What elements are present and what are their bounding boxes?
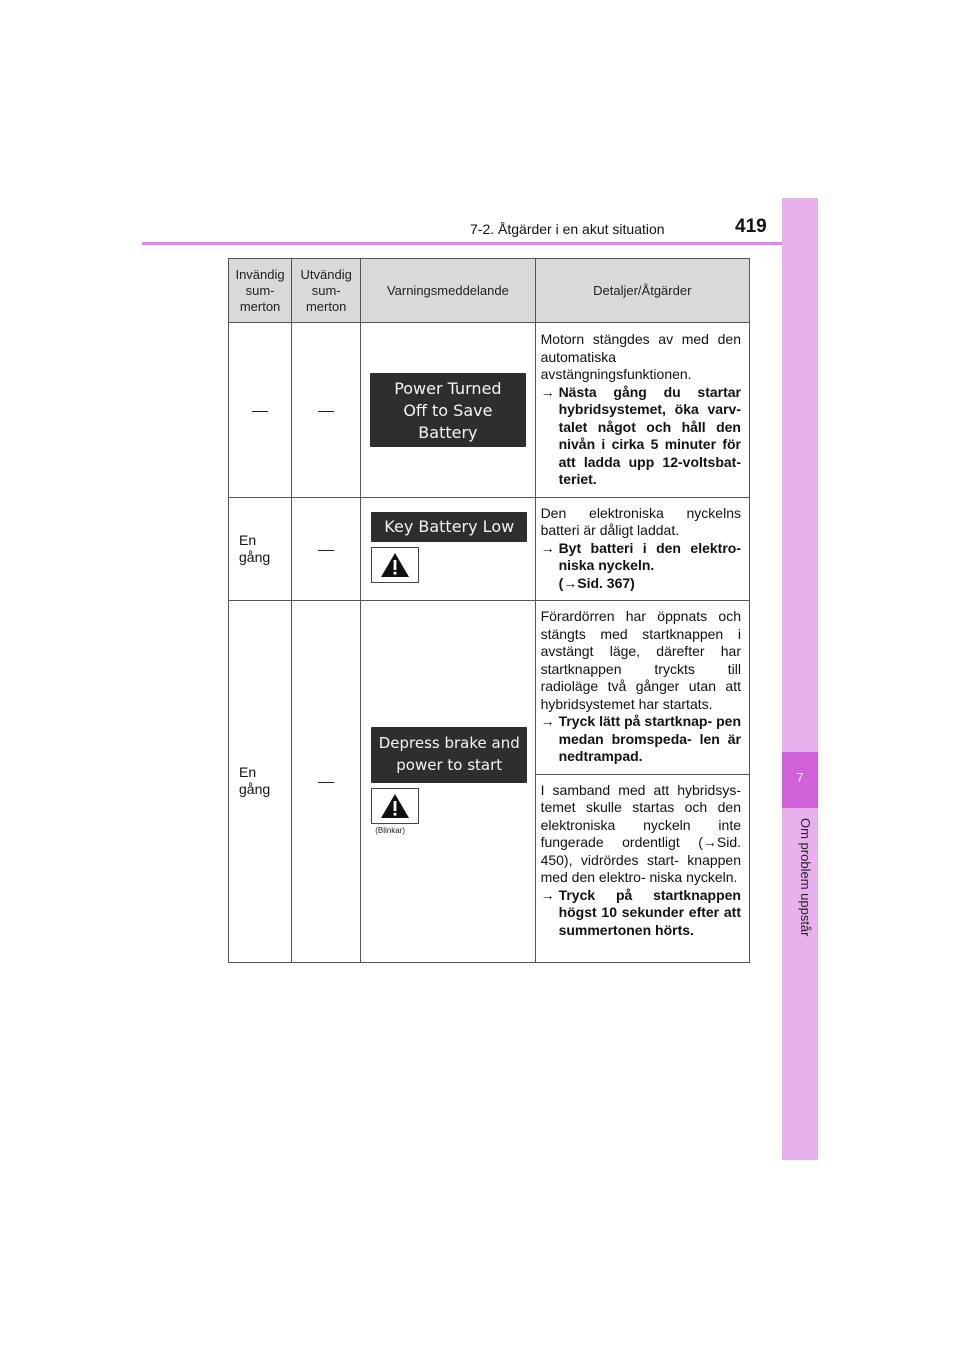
display-message-power-off [370,373,526,447]
blink-label: (Blinkar) [375,826,406,836]
display-line: Off to Save [403,400,493,420]
warning-table [228,258,750,963]
buzzer-text: En gång [239,531,271,565]
arrow-icon: → [540,886,555,903]
display-line: Depress brake and [378,734,520,753]
external-buzzer-cell [292,323,361,498]
chapter-label: Om problem uppstår [798,818,813,937]
table-header-row [229,259,750,323]
arrow-icon: → [540,539,555,556]
chapter-side-tab [782,198,818,1160]
page-reference: (→Sid. 367) [558,574,635,591]
display-message-depress-brake [371,727,527,783]
detail-text: Den elektroniska nyckelns batteri är dåligt laddat. [540,504,741,538]
display-message-key-battery [371,512,527,542]
table-row [229,323,750,498]
action-line [541,887,741,940]
action-text: Tryck på startknappen högst 10 sekunder efter att summertonen hörts. [558,886,741,938]
warning-indicator [371,788,419,824]
internal-buzzer-cell [229,601,292,963]
arrow-icon: → [540,713,555,729]
header-divider [142,242,818,245]
table-row [229,601,750,775]
page-number: 419 [735,216,767,237]
details-cell [535,323,749,498]
warning-triangle-icon [380,793,410,819]
action-text: Nästa gång du startar hybridsystemet, öka varv- talet något och håll den nivån i cirka 5 minuter för att ladda upp 12-voltsbat- teriet. [558,383,741,487]
warning-indicator [371,547,419,583]
buzzer-text: En gång [239,764,271,798]
detail-text: Förardörren har öppnats och stängts med startknappen i avstängt läge, därefter har startknappen tryckts till radioläge två gånger utan att hybridsystemet har startats. [540,608,741,712]
dash-mark [318,411,334,412]
display-line: Key Battery Low [384,516,515,536]
section-title: 7-2. Åtgärder i en akut situation [470,221,665,237]
action-line [541,540,741,575]
details-cell [535,774,749,962]
action-line [541,713,741,766]
action-text: Tryck lätt på startknap- pen medan bromspeda- len är nedtrampad. [558,713,741,764]
internal-buzzer-cell [229,497,292,601]
dash-mark [318,782,334,783]
dash-mark [252,411,268,412]
col-header-external: Utvändig sum- merton [292,259,361,323]
external-buzzer-cell [292,497,361,601]
dash-mark [318,550,334,551]
detail-text: I samband med att hybridsys- temet skulle startas och den elektroniska nyckeln inte fungerade ordentligt (→Sid. 450), vidrördes start- knappen med den elektro- niska nyckeln. [540,781,741,885]
arrow-icon: → [540,383,555,400]
display-line: Power Turned [394,378,502,398]
message-cell [361,497,535,601]
display-line: power to start [396,756,503,775]
message-cell [361,601,535,963]
table-row [229,497,750,601]
internal-buzzer-cell [229,323,292,498]
message-cell [361,323,535,498]
details-cell [535,601,749,775]
details-cell [535,497,749,601]
col-header-message: Varningsmeddelande [361,259,535,323]
detail-text: Motorn stängdes av med den automatiska avstängningsfunktionen. [540,331,741,382]
display-line: Battery [418,422,478,442]
warning-triangle-icon [380,552,410,578]
col-header-details: Detaljer/Åtgärder [535,259,749,323]
action-text: Byt batteri i den elektro- niska nyckeln. [558,539,741,573]
chapter-number: 7 [796,770,804,785]
col-header-internal: Invändig sum- merton [229,259,292,323]
external-buzzer-cell [292,601,361,963]
action-line [541,384,741,489]
